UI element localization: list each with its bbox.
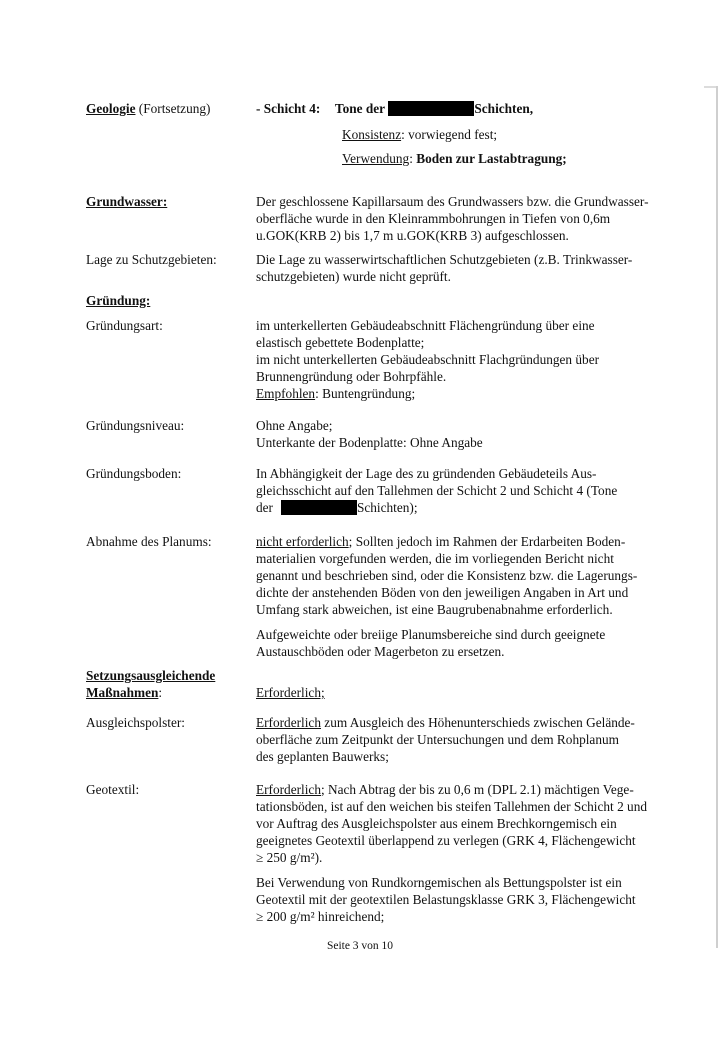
geotextil-label: Geotextil: (86, 782, 140, 797)
geologie-label: Geologie (Fortsetzung) (86, 101, 211, 116)
setzung-value: Erforderlich; (256, 685, 325, 700)
ausgleichspolster-label: Ausgleichspolster: (86, 715, 185, 730)
grundwasser-text: Der geschlossene Kapillarsaum des Grundwassers bzw. die Grundwasser- oberfläche wurde in den Kleinrammbohrungen in Tiefen von 0,6m u.GOK(KRB 2) bis 1,7 m u.GOK(KRB 3) aufgeschlossen. (256, 194, 649, 243)
gruendungsart-label: Gründungsart: (86, 318, 163, 333)
schutzgebiete-text: Die Lage zu wasserwirtschaftlichen Schutzgebieten (z.B. Trinkwasser- schutzgebieten) wurde nicht geprüft. (256, 252, 633, 284)
setzung-label: Setzungsausgleichende Maßnahmen: (86, 668, 216, 700)
gruendungsboden-text: In Abhängigkeit der Lage des zu gründenden Gebäudeteils Aus- gleichsschicht auf den Tallehmen der Schicht 2 und Schicht 4 (Tone der Schichten); (256, 466, 618, 515)
geotextil-text: Erforderlich; Nach Abtrag der bis zu 0,6 m (DPL 2.1) mächtigen Vege- tationsböden, ist auf den weichen bis steifen Tallehmen der Schicht 2 und vor Auftrag des Ausgleichspolster aus einem Brechkorngemisch ein geeignetes Geotextil überlappend zu verlegen (GRK 4, Flächengewicht ≥ 250 g/m²). Bei Verwendung von Rundkorngemischen als Bettungspolster ist ein Geotextil mit der geotextilen Belastungsklasse GRK 3, Flächengewicht ≥ 200 g/m² hinreichend; (256, 782, 647, 924)
planum-text: nicht erforderlich; Sollten jedoch im Rahmen der Erdarbeiten Boden- materialien vorgefunden werden, die im vorliegenden Bericht nicht genannt und beschrieben sind, oder die Konsistenz bzw. die Lagerungs- dichte der anstehenden Böden von den jeweiligen Angaben in Art und Umfang stark abweichen, ist eine Baugrubenabnahme erforderlich. Aufgeweichte oder breiige Planumsbereiche sind durch geeignete Austauschböden oder Magerbeton zu ersetzen. (256, 534, 638, 659)
gruendungsniveau-text: Ohne Angabe; Unterkante der Bodenplatte: Ohne Angabe (256, 418, 483, 450)
planum-label: Abnahme des Planums: (86, 534, 212, 549)
gruendungsniveau-label: Gründungsniveau: (86, 418, 185, 433)
geologie-value (256, 100, 680, 117)
grundwasser-label: Grundwasser: (86, 194, 168, 209)
gruendungsboden-label: Gründungsboden: (86, 466, 182, 481)
gruendung-heading: Gründung: (86, 293, 151, 308)
gruendungsart-text: im unterkellerten Gebäudeabschnitt Flächengründung über eine elastisch gebettete Bodenplatte; im nicht unterkellerten Gebäudeabschnitt Flachgründungen über Brunnengründung oder Bohrpfähle. Empfohlen: Buntengründung; (256, 318, 600, 401)
redaction-box (281, 500, 357, 515)
schutzgebiete-label: Lage zu Schutzgebieten: (86, 252, 217, 267)
redaction-box (388, 101, 474, 116)
page-number: Seite 3 von 10 (326, 940, 394, 952)
ausgleichspolster-text: Erforderlich zum Ausgleich des Höhenunterschieds zwischen Gelände- oberfläche zum Zeitpunkt der Untersuchungen und dem Rohplanum des geplanten Bauwerks; (256, 715, 635, 764)
schicht-prefix: - Schicht 4: (256, 101, 321, 116)
schicht-text-2: Schichten, (474, 101, 534, 116)
document-page: Geologie (Fortsetzung) - Schicht 4: Tone der Schichten, Konsistenz: vorwiegend fest; Verwendung: Boden zur Lastabtragung; Grundwasser: Der geschlossene Kapillarsaum des Grundwassers bzw. die Grundwasser- oberfläche wurde in den Kleinrammbohrungen in Tiefen von 0,6m u.GOK(KRB 2) bis 1,7 m u.GOK(KRB 3) aufgeschlossen. Lage zu Schutzgebieten: Die Lage zu wasserwirtschaftlichen Schutzgebieten (z.B. Trinkwasser- schutzgebieten) wurde nicht geprüft. Gründung: Gründungsart: im unterkellerten Gebäudeabschnitt Flächengründung über eine elastisch gebettete Bodenplatte; im nicht unterkellerten Gebäudeabschnitt Flachgründungen über Brunnengründung oder Bohrpfähle. Empfohlen: Buntengründung; Gründungsniveau: Ohne Angabe; Unterkante der Bodenplatte: Ohne Angabe Gründungsboden: In Abhängigkeit der Lage des zu gründenden Gebäudeteils Aus- gleichsschicht auf den Tallehmen der Schicht 2 und Schicht 4 (Tone der Schichten); Abnahme des Planums: nicht erforderlich; Sollten jedoch im Rahmen der Erdarbeiten Boden- materialien vorgefunden werden, die im vorliegenden Bericht nicht genannt und beschrieben sind, oder die Konsistenz bzw. die Lagerungs- dichte der anstehenden Böden von den jeweiligen Angaben in Art und Umfang stark abweichen, ist eine Baugrubenabnahme erforderlich. Aufgeweichte oder breiige Planumsbereiche sind durch geeignete Austauschböden oder Magerbeton zu ersetzen. Setzungsausgleichende Maßnahmen: Erforderlich; Ausgleichspolster: Erforderlich zum Ausgleich des Höhenunterschieds zwischen Gelände- oberfläche zum Zeitpunkt der Untersuchungen und dem Rohplanum des geplanten Bauwerks; Geotextil: Erforderlich; Nach Abtrag der bis zu 0,6 m (DPL 2.1) mächtigen Vege- tationsböden, ist auf den weichen bis steifen Tallehmen der Schicht 2 und vor Auftrag des Ausgleichspolster aus einem Brechkorngemisch ein geeignetes Geotextil überlappend zu verlegen (GRK 4, Flächengewicht ≥ 250 g/m²). Bei Verwendung von Rundkorngemischen als Bettungspolster ist ein Geotextil mit der geotextilen Belastungsklasse GRK 3, Flächengewicht ≥ 200 g/m² hinreichend; Seite 3 von 10 (0, 0, 720, 1040)
schicht-text: Tone der (334, 101, 386, 116)
